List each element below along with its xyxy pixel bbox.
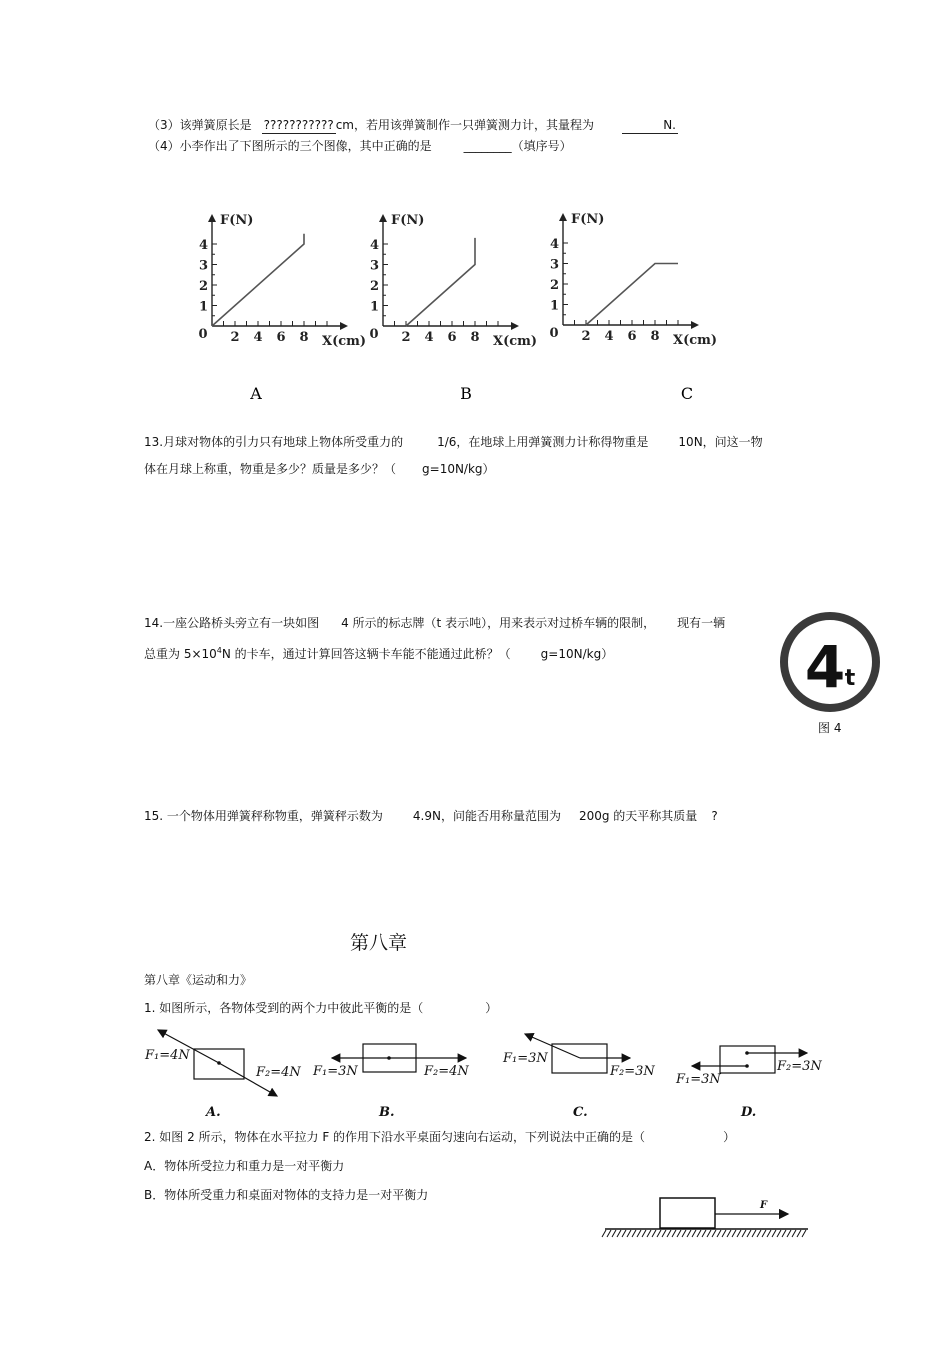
y-tick-label: 2 [549,278,559,293]
weight-limit-sign-icon [775,607,885,717]
table-hatch-mark [732,1230,736,1237]
origin-label: 0 [369,327,379,342]
y-axis-arrow [208,214,216,222]
table-hatch-mark [652,1230,656,1237]
x-tick-label: 4 [253,330,263,345]
origin-label: 0 [549,326,559,341]
diagram-a [144,1030,301,1120]
svg-text:F: F [760,1200,768,1211]
y-axis-label: F(N) [391,213,425,228]
sign-number: 4 [804,633,846,701]
table-hatch-mark [782,1230,786,1237]
table-hatch-mark [627,1230,631,1237]
table-hatch-mark [802,1230,806,1237]
diagram-c [502,1034,655,1120]
x-tick-label: 8 [470,330,480,345]
table-hatch-mark [757,1230,761,1237]
y-tick-label: 3 [198,258,208,274]
q14-line2: 总重为 $5\times 10^4N$ 的卡车，通过计算回答这辆卡车能不能通过此桥？（ g=10N/kg） [144,646,614,661]
table-hatch-mark [777,1230,781,1237]
y-tick-label: 4 [198,238,208,253]
q13-line2: 体在月球上称重，物重是多少？质量是多少？（ g=10N/kg） [144,462,495,476]
ch8-q2-option-b: B．物体所受重力和桌面对物体的支持力是一对平衡力 [144,1188,429,1202]
svg-text:F₁=3N: F₁=3N [503,1051,548,1066]
ch8-q1: 1. 如图所示，各物体受到的两个力中彼此平衡的是（ ） [144,1001,498,1015]
fig4-caption: 图 4 [818,721,842,735]
table-hatch-mark [767,1230,771,1237]
x-tick-label: 2 [401,330,411,345]
table-hatch-mark [787,1230,791,1237]
table-hatch-mark [697,1230,701,1237]
series-line [586,264,678,326]
graph-label: B [460,384,472,403]
y-tick-label: 1 [369,299,379,315]
q12-blank-length[interactable]: ??????????? [263,118,334,132]
diagram-d [675,1046,822,1120]
y-axis-label: F(N) [220,213,254,228]
table-hatch-mark [717,1230,721,1237]
origin-label: 0 [198,327,208,342]
q12-part3: （3）该弹簧原长是 ??????????? cm，若用该弹簧制作一只弹簧测力计，其量程为 N. [148,118,676,132]
table-hatch-mark [617,1230,621,1237]
table-hatch-mark [612,1230,616,1237]
table-hatch-mark [602,1230,606,1237]
svg-text:D.: D. [741,1105,757,1120]
q12-blank-graph[interactable]: ________ [463,139,512,153]
x-tick-label: 6 [627,329,637,344]
x-tick-label: 2 [230,330,240,345]
y-axis-label: F(N) [571,212,605,227]
table-hatch-mark [737,1230,741,1237]
svg-text:F₁=3N: F₁=3N [676,1072,721,1087]
q13-line1: 13.月球对物体的引力只有地球上物体所受重力的 1/6，在地球上用弹簧测力计称得物重是 10N，问这一物 [144,435,763,449]
table-hatch-mark [677,1230,681,1237]
svg-text:F₁=4N: F₁=4N [145,1048,190,1063]
table-hatch-mark [727,1230,731,1237]
y-axis-arrow [559,213,567,221]
table-hatch-mark [772,1230,776,1237]
x-tick-label: 4 [604,329,614,344]
table-hatch-mark [672,1230,676,1237]
y-tick-label: 3 [549,257,559,273]
svg-text:B.: B. [379,1105,395,1120]
chapter-subtitle: 第八章《运动和力》 [144,973,253,987]
table-hatch-mark [752,1230,756,1237]
svg-text:F₂=3N: F₂=3N [777,1059,822,1074]
ch8-q2: 2. 如图 2 所示，物体在水平拉力 F 的作用下沿水平桌面匀速向右运动，下列说法中正确的是（ ） [144,1130,736,1144]
graph-label: A [250,384,262,403]
y-tick-label: 2 [198,279,208,294]
table-hatch-mark [637,1230,641,1237]
q15: 15. 一个物体用弹簧秤称物重，弹簧秤示数为 4.9N，问能否用称量范围为 200g 的天平称其质量 ? [144,809,718,823]
table-hatch-mark [722,1230,726,1237]
table-hatch-mark [642,1230,646,1237]
table-hatch-mark [762,1230,766,1237]
ch8-q2-option-a: A．物体所受拉力和重力是一对平衡力 [144,1159,345,1173]
table-hatch-mark [682,1230,686,1237]
table-hatch-mark [797,1230,801,1237]
x-axis-arrow [340,322,348,330]
x-axis-label: X(cm) [322,334,367,349]
table-hatch-mark [707,1230,711,1237]
graph-label: C [680,384,694,403]
q12-part4: （4）小李作出了下图所示的三个图像，其中正确的是 ________（填序号） [148,139,572,153]
block-on-table-figure [600,1193,820,1243]
table-hatch-mark [667,1230,671,1237]
table-hatch-mark [692,1230,696,1237]
table-hatch-mark [657,1230,661,1237]
x-tick-label: 8 [299,330,309,345]
x-tick-label: 6 [276,330,286,345]
diagram-b [312,1044,469,1120]
series-line [406,238,475,326]
y-tick-label: 2 [369,279,379,294]
table-hatch-mark [742,1230,746,1237]
x-tick-label: 2 [581,329,591,344]
table-hatch-mark [702,1230,706,1237]
x-tick-label: 6 [447,330,457,345]
x-tick-label: 4 [424,330,434,345]
y-tick-label: 4 [549,237,559,252]
table-hatch-mark [647,1230,651,1237]
table-hatch-mark [632,1230,636,1237]
chapter-heading: 第八章 [350,932,408,954]
y-tick-label: 1 [549,298,559,314]
svg-text:F₂=3N: F₂=3N [610,1064,655,1079]
x-axis-label: X(cm) [673,333,718,348]
series-line [212,234,304,326]
svg-text:F₂=4N: F₂=4N [256,1065,301,1080]
table-hatch-mark [622,1230,626,1237]
x-axis-arrow [691,321,699,329]
x-axis-label: X(cm) [493,334,538,349]
table-hatch-mark [747,1230,751,1237]
svg-text:F₂=4N: F₂=4N [424,1064,469,1079]
y-axis-arrow [379,214,387,222]
svg-text:F₁=3N: F₁=3N [313,1064,358,1079]
q14-line1: 14.一座公路桥头旁立有一块如图 4 所示的标志牌（t 表示吨），用来表示对过桥车辆的限制， 现有一辆 [144,616,726,630]
table-hatch-mark [687,1230,691,1237]
sign-unit: t [844,666,856,691]
x-axis-arrow [511,322,519,330]
x-tick-label: 8 [650,329,660,344]
svg-text:C.: C. [573,1105,588,1120]
graphs-figure [0,0,950,420]
table-hatch-mark [662,1230,666,1237]
y-tick-label: 3 [369,258,379,274]
y-tick-label: 1 [198,299,208,315]
table-hatch-mark [792,1230,796,1237]
table-hatch-mark [712,1230,716,1237]
y-tick-label: 4 [369,238,379,253]
q12-blank-range[interactable]: N. [622,117,678,134]
table-hatch-mark [607,1230,611,1237]
svg-text:A.: A. [206,1105,221,1120]
